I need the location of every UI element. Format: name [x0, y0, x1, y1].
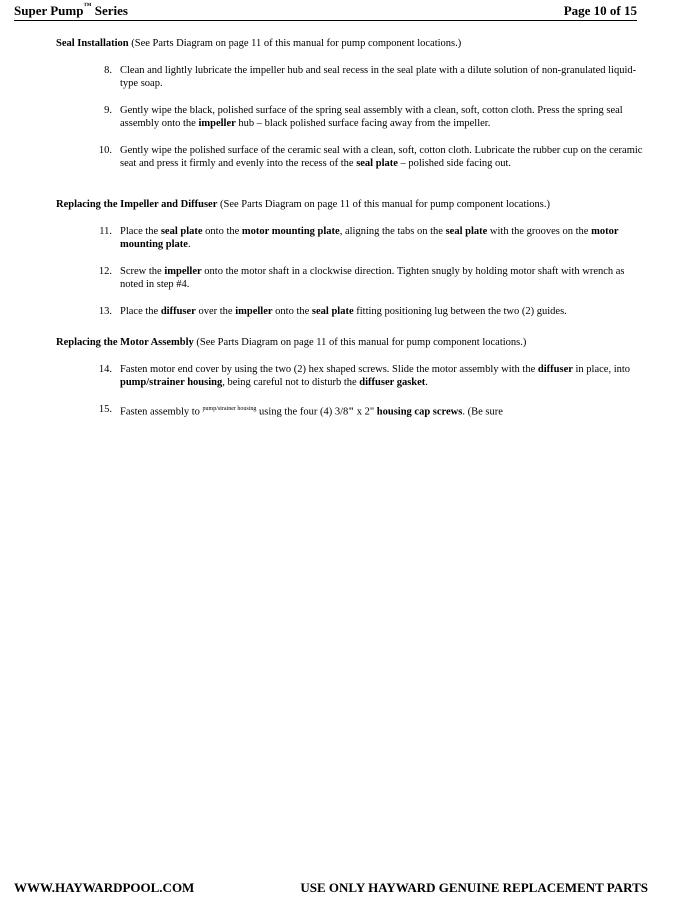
section-heading-seal-installation: Seal Installation (See Parts Diagram on page 11 of this manual for pump component locations.) — [56, 38, 462, 49]
section-heading-motor-assembly: Replacing the Motor Assembly (See Parts Diagram on page 11 of this manual for pump component locations.) — [56, 337, 527, 348]
footer-notice: USE ONLY HAYWARD GENUINE REPLACEMENT PARTS — [300, 880, 648, 895]
section-heading-impeller-diffuser: Replacing the Impeller and Diffuser (See Parts Diagram on page 11 of this manual for pump component locations.) — [56, 199, 551, 210]
document-title: Super Pump™ Series — [14, 1, 128, 18]
footer-website: WWW.HAYWARDPOOL.COM — [14, 880, 195, 895]
page-number: Page 10 of 15 — [563, 3, 637, 18]
page-header — [14, 3, 637, 21]
